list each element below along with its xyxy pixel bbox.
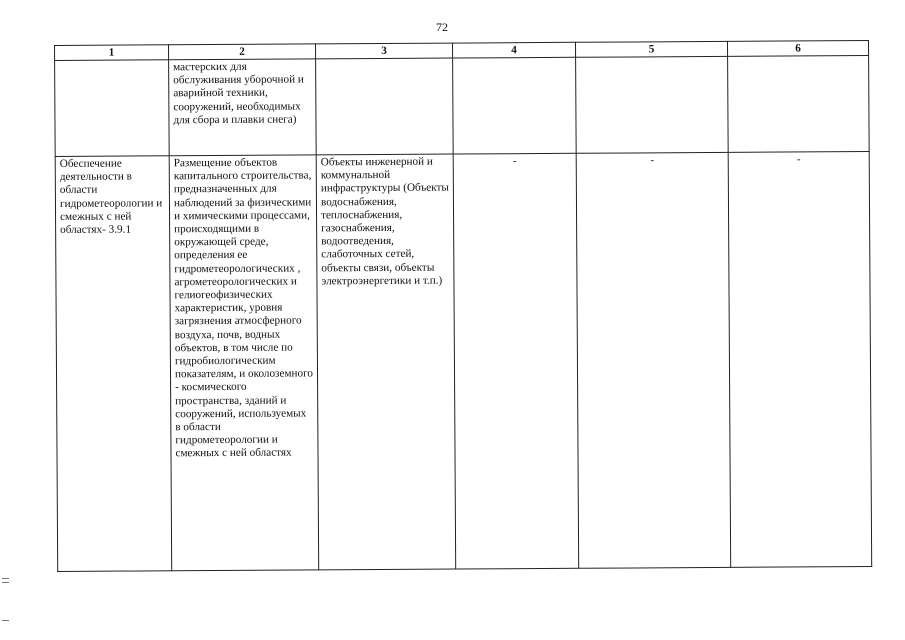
table-cell: Объекты инженерной и коммунальной инфраструктуры (Объекты водоснабжения, теплоснабжения, газоснабжения, водоотведения, слаботочных сетей, объекты связи, объекты электроэнергетики и т.п.) [316, 154, 456, 570]
document-table [54, 40, 872, 572]
table-cell: мастерских для обслуживания уборочной и аварийной техники, сооружений, необходимых для сбора и плавки снега) [169, 59, 317, 156]
dash-value: - [512, 155, 517, 168]
table-cell [576, 152, 731, 568]
column-header-2: 2 [169, 44, 316, 60]
table-cell [728, 152, 872, 568]
table-cell [453, 153, 579, 569]
table-cell [453, 57, 577, 154]
table-row [55, 152, 872, 572]
table-cell [55, 60, 170, 157]
table-cell [728, 56, 870, 153]
scan-margin-mark [2, 578, 9, 579]
dash-value: - [796, 153, 801, 166]
page-number: 72 [436, 20, 448, 34]
column-header-1: 1 [55, 45, 169, 61]
table-cell: Размещение объектов капитального строительства, предназначенных для наблюдений за физическими и химическими процессами, происходящими в окружающей среде, определения ее гидрометеорологических , агрометеорологических и гелиогеофизических характеристик, уровня загрязнения атмосферного воздуха, почв, водных объектов, в том числе по гидробиологическим показателям, и околоземного - космического пространства, зданий и сооружений, используемых в области гидрометеорологии и смежных с ней областях [169, 155, 319, 571]
column-header-4: 4 [452, 42, 575, 58]
table-cell [316, 58, 454, 155]
column-header-6: 6 [727, 41, 868, 57]
column-header-5: 5 [575, 41, 727, 57]
dash-value: - [650, 154, 655, 167]
table-row [55, 56, 870, 157]
table-cell: Обеспечение деятельности в области гидрометеорологии и смежных с ней областях- 3.9.1 [55, 156, 172, 572]
column-header-3: 3 [315, 43, 452, 59]
table-cell [576, 56, 729, 153]
scan-margin-mark [2, 620, 9, 621]
scan-margin-mark [2, 582, 9, 583]
